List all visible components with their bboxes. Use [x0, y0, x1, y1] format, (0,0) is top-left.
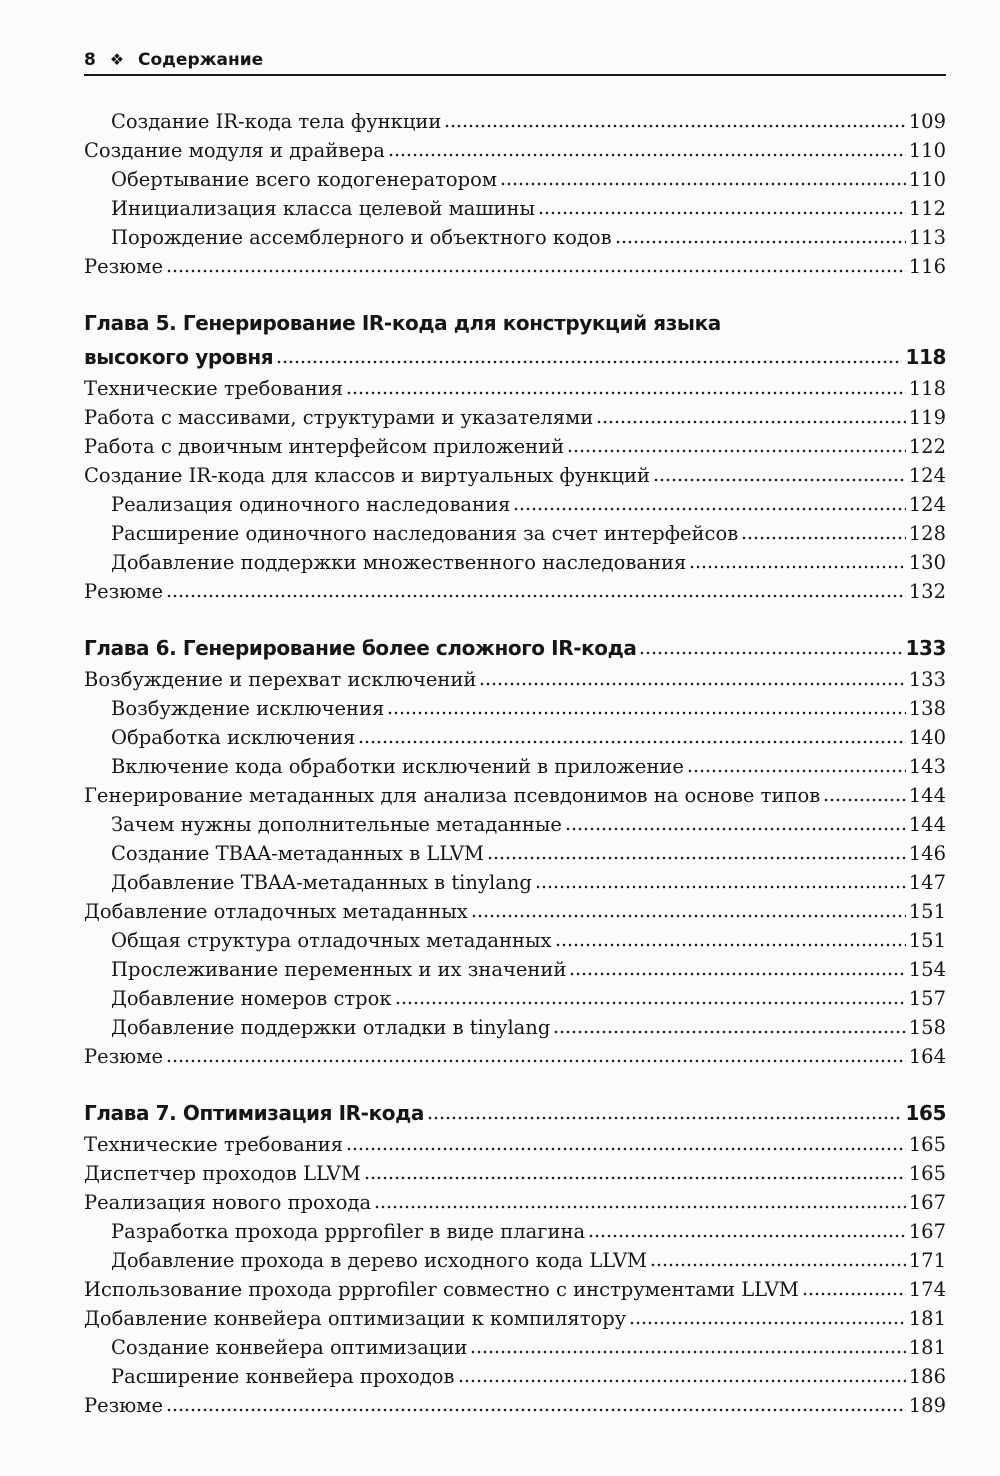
- entry-page: 118: [908, 377, 946, 400]
- entry-page: 113: [908, 226, 946, 249]
- dot-leader: [535, 871, 906, 889]
- toc-subentry[interactable]: [84, 223, 946, 252]
- toc-subentry[interactable]: [84, 955, 946, 984]
- entry-title: Создание IR-кода тела функции: [111, 110, 442, 133]
- entry-page: 112: [908, 197, 946, 220]
- entry-page: 186: [908, 1365, 946, 1388]
- entry-page: 116: [908, 255, 946, 278]
- dot-leader: [500, 168, 906, 186]
- entry-page: 165: [908, 1133, 946, 1156]
- header-title: Содержание: [138, 50, 264, 70]
- entry-title: Обертывание всего кодогенератором: [111, 168, 497, 191]
- entry-title: Добавление прохода в дерево исходного кода LLVM: [111, 1249, 647, 1272]
- entry-page: 138: [908, 697, 946, 720]
- dot-leader: [395, 987, 906, 1005]
- dot-leader: [346, 1133, 906, 1151]
- toc-subentry[interactable]: [84, 490, 946, 519]
- toc-subentry[interactable]: [84, 694, 946, 723]
- chapter-gap: [84, 281, 946, 306]
- dot-leader: [615, 226, 906, 244]
- dot-leader: [653, 464, 906, 482]
- toc-subentry[interactable]: [84, 1217, 946, 1246]
- dot-leader: [513, 493, 905, 511]
- dot-leader: [388, 139, 906, 157]
- toc-subentry[interactable]: [84, 165, 946, 194]
- entry-page: 165: [908, 1162, 946, 1185]
- toc-subentry[interactable]: [84, 1013, 946, 1042]
- dot-leader: [470, 1336, 905, 1354]
- entry-title: Возбуждение исключения: [111, 697, 385, 720]
- entry-title: Создание IR-кода для классов и виртуальных функций: [84, 464, 650, 487]
- entry-title: Резюме: [84, 580, 163, 603]
- chapter-heading-line1: Глава 6. Генерирование более сложного IR-кода: [84, 636, 637, 660]
- entry-title: Добавление поддержки отладки в tinylang: [111, 1016, 551, 1039]
- toc-entry[interactable]: [84, 136, 946, 165]
- toc-entry[interactable]: [84, 1159, 946, 1188]
- chapter-heading[interactable]: [84, 1096, 946, 1130]
- chapter-heading[interactable]: [84, 631, 946, 665]
- entry-page: 164: [908, 1045, 946, 1068]
- toc-subentry[interactable]: [84, 1333, 946, 1362]
- entry-title: Резюме: [84, 1045, 163, 1068]
- entry-page: 167: [908, 1191, 946, 1214]
- dot-leader: [166, 255, 906, 273]
- running-header: [84, 46, 946, 76]
- entry-title: Технические требования: [84, 1133, 344, 1156]
- dot-leader: [458, 1365, 906, 1383]
- dot-leader: [629, 1307, 906, 1325]
- entry-page: 157: [908, 987, 946, 1010]
- dot-leader: [276, 346, 902, 364]
- entry-title: Добавление номеров строк: [111, 987, 392, 1010]
- chapter-page: 165: [905, 1101, 946, 1125]
- toc-subentry[interactable]: [84, 548, 946, 577]
- dot-leader: [823, 784, 906, 802]
- entry-page: 124: [908, 493, 946, 516]
- toc-entry[interactable]: [84, 252, 946, 281]
- toc-entry[interactable]: [84, 1130, 946, 1159]
- entry-page: 140: [908, 726, 946, 749]
- entry-title: Добавление TBAA-метаданных в tinylang: [111, 871, 532, 894]
- dot-leader: [487, 842, 906, 860]
- entry-title: Технические требования: [84, 377, 344, 400]
- entry-page: 110: [908, 139, 946, 162]
- entry-page: 167: [908, 1220, 946, 1243]
- toc-entry[interactable]: [84, 403, 946, 432]
- entry-title: Резюме: [84, 255, 163, 278]
- toc-entry[interactable]: [84, 1188, 946, 1217]
- entry-page: 147: [908, 871, 946, 894]
- entry-page: 144: [908, 784, 946, 807]
- entry-page: 128: [908, 522, 946, 545]
- entry-page: 144: [908, 813, 946, 836]
- entry-title: Добавление конвейера оптимизации к компилятору: [84, 1307, 627, 1330]
- toc-entry[interactable]: [84, 665, 946, 694]
- toc-entry[interactable]: [84, 897, 946, 926]
- entry-page: 158: [908, 1016, 946, 1039]
- chapter-heading[interactable]: [84, 306, 946, 374]
- dot-leader: [374, 1191, 906, 1209]
- dot-leader: [166, 580, 906, 598]
- dot-leader: [802, 1278, 906, 1296]
- entry-title: Работа с двоичным интерфейсом приложений: [84, 435, 565, 458]
- chapter-page: 133: [905, 636, 946, 660]
- dot-leader: [364, 1162, 906, 1180]
- entry-title: Обработка исключения: [111, 726, 356, 749]
- dot-leader: [166, 1045, 906, 1063]
- toc-subentry[interactable]: [84, 868, 946, 897]
- entry-title: Резюме: [84, 1394, 163, 1417]
- dot-leader: [346, 377, 906, 395]
- entry-title: Работа с массивами, структурами и указателями: [84, 406, 594, 429]
- toc-subentry[interactable]: [84, 839, 946, 868]
- dot-leader: [387, 697, 905, 715]
- dot-leader: [650, 1249, 906, 1267]
- entry-title: Прослеживание переменных и их значений: [111, 958, 567, 981]
- entry-page: 110: [908, 168, 946, 191]
- chapter-heading-row: [84, 340, 946, 374]
- dot-leader: [596, 406, 905, 424]
- toc-entry[interactable]: [84, 1391, 946, 1420]
- ornament-icon: ❖: [109, 50, 125, 69]
- entry-title: Реализация нового прохода: [84, 1191, 372, 1214]
- dot-leader: [687, 755, 906, 773]
- dot-leader: [588, 1220, 906, 1238]
- toc-subentry[interactable]: [84, 984, 946, 1013]
- dot-leader: [689, 551, 905, 569]
- entry-title: Включение кода обработки исключений в приложение: [111, 755, 684, 778]
- dot-leader: [471, 900, 906, 918]
- entry-page: 132: [908, 580, 946, 603]
- entry-title: Реализация одиночного наследования: [111, 493, 511, 516]
- dot-leader: [555, 929, 906, 947]
- entry-page: 133: [908, 668, 946, 691]
- entry-page: 181: [908, 1336, 946, 1359]
- toc-entry[interactable]: [84, 1275, 946, 1304]
- dot-leader: [553, 1016, 905, 1034]
- dot-leader: [569, 958, 905, 976]
- entry-title: Создание TBAA-метаданных в LLVM: [111, 842, 485, 865]
- chapter-heading-line1: Глава 5. Генерирование IR-кода для конструкций языка: [84, 311, 721, 335]
- dot-leader: [538, 197, 906, 215]
- entry-page: 174: [908, 1278, 946, 1301]
- entry-title: Диспетчер проходов LLVM: [84, 1162, 361, 1185]
- entry-page: 124: [908, 464, 946, 487]
- dot-leader: [166, 1394, 906, 1412]
- page-number: 8: [84, 50, 96, 70]
- entry-title: Генерирование метаданных для анализа псевдонимов на основе типов: [84, 784, 821, 807]
- chapter-heading-row: [84, 1096, 946, 1130]
- entry-page: 151: [908, 900, 946, 923]
- entry-title: Добавление отладочных метаданных: [84, 900, 468, 923]
- chapter-page: 118: [905, 345, 946, 369]
- entry-title: Создание модуля и драйвера: [84, 139, 385, 162]
- dot-leader: [479, 668, 905, 686]
- toc-subentry[interactable]: [84, 1362, 946, 1391]
- entry-page: 143: [908, 755, 946, 778]
- entry-title: Создание конвейера оптимизации: [111, 1336, 468, 1359]
- entry-page: 171: [908, 1249, 946, 1272]
- dot-leader: [639, 637, 902, 655]
- dot-leader: [444, 110, 905, 128]
- toc-subentry[interactable]: [84, 752, 946, 781]
- entry-title: Порождение ассемблерного и объектного кодов: [111, 226, 612, 249]
- dot-leader: [358, 726, 905, 744]
- toc-subentry[interactable]: [84, 810, 946, 839]
- entry-page: 181: [908, 1307, 946, 1330]
- entry-title: Возбуждение и перехват исключений: [84, 668, 477, 691]
- toc-entry[interactable]: [84, 374, 946, 403]
- toc-entry[interactable]: [84, 1304, 946, 1333]
- chapter-heading-line2: высокого уровня: [84, 345, 274, 369]
- toc-subentry[interactable]: [84, 1246, 946, 1275]
- entry-page: 119: [908, 406, 946, 429]
- entry-title: Общая структура отладочных метаданных: [111, 929, 552, 952]
- dot-leader: [741, 522, 906, 540]
- entry-title: Добавление поддержки множественного наследования: [111, 551, 687, 574]
- entry-title: Расширение одиночного наследования за счет интерфейсов: [111, 522, 739, 545]
- toc-subentry[interactable]: [84, 519, 946, 548]
- entry-title: Инициализация класса целевой машины: [111, 197, 536, 220]
- toc-entry[interactable]: [84, 461, 946, 490]
- entry-page: 151: [908, 929, 946, 952]
- entry-page: 189: [908, 1394, 946, 1417]
- toc-entry[interactable]: [84, 432, 946, 461]
- toc-subentry[interactable]: [84, 926, 946, 955]
- chapter-heading-line1: Глава 7. Оптимизация IR-кода: [84, 1101, 424, 1125]
- dot-leader: [427, 1102, 903, 1120]
- toc-subentry[interactable]: [84, 107, 946, 136]
- entry-page: 154: [908, 958, 946, 981]
- dot-leader: [567, 435, 906, 453]
- entry-title: Использование прохода ppprofiler совместно с инструментами LLVM: [84, 1278, 799, 1301]
- toc-entry[interactable]: [84, 1042, 946, 1071]
- entry-page: 130: [908, 551, 946, 574]
- entry-title: Разработка прохода ppprofiler в виде плагина: [111, 1220, 586, 1243]
- dot-leader: [565, 813, 906, 831]
- toc-entry[interactable]: [84, 781, 946, 810]
- entry-page: 109: [908, 110, 946, 133]
- table-of-contents: [84, 107, 946, 1420]
- entry-title: Расширение конвейера проходов: [111, 1365, 455, 1388]
- toc-subentry[interactable]: [84, 194, 946, 223]
- toc-subentry[interactable]: [84, 723, 946, 752]
- chapter-gap: [84, 606, 946, 631]
- entry-page: 146: [908, 842, 946, 865]
- entry-title: Зачем нужны дополнительные метаданные: [111, 813, 562, 836]
- toc-entry[interactable]: [84, 577, 946, 606]
- chapter-heading-row: [84, 631, 946, 665]
- chapter-gap: [84, 1071, 946, 1096]
- entry-page: 122: [908, 435, 946, 458]
